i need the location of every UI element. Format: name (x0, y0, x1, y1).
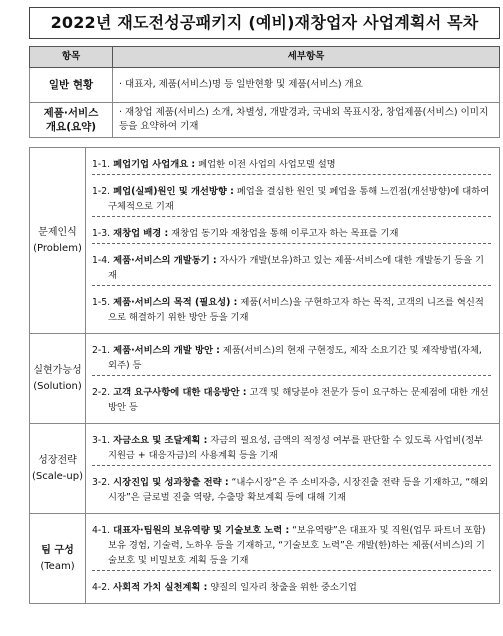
list-item: 4-1. 대표자·팀원의 보유역량 및 기술보호 노력 : “보유역량”은 대표자 및 직원(업무 파트너 포함) 보유 경험, 기술력, 노하우 등을 기재하고, “기술보호 노력”은 개발(한)하는 제품(서비스)의 기술보호 및 비밀보호 계획 등을 기재 (92, 520, 491, 571)
row-label-summary-line2: 개요(요약) (45, 121, 97, 133)
row-desc-general: · 대표자, 제품(서비스)명 등 일반현황 및 제품(서비스) 개요 (113, 68, 500, 103)
overview-table (29, 46, 500, 138)
header-item: 항목 (30, 47, 113, 68)
row-label-summary (30, 103, 113, 138)
section-name-line1: 문제인식 (38, 226, 77, 238)
row-label-summary-line1: 제품·서비스 (43, 107, 99, 119)
list-item: 1-5. 제품·서비스의 목적 (필요성) : 제품(서비스)을 구현하고자 하는 목적, 고객의 니즈를 혁신적으로 해결하기 위한 방안 등을 기재 (92, 297, 484, 323)
overview-row-general (30, 68, 500, 103)
section-solution (30, 334, 500, 424)
section-name-scaleup (30, 424, 86, 514)
section-name-team (30, 514, 86, 604)
section-name-line2: (Team) (40, 560, 75, 572)
section-items-problem (86, 148, 500, 334)
section-team (30, 514, 500, 604)
list-item: 3-1. 자금소요 및 조달계획 : 자금의 필요성, 금액의 적정성 여부를 판단할 수 있도록 사업비(정부지원금 + 대응자금)의 사용계획 등을 기재 (92, 430, 491, 466)
sections-table (29, 147, 500, 604)
list-item: 2-2. 고객 요구사항에 대한 대응방안 : 고객 및 해당분야 전문가 등이 요구하는 문제점에 대한 개선방안 등 (92, 387, 489, 413)
overview-header-row (30, 47, 500, 68)
list-item: 3-2. 시장진입 및 성과창출 전략 : “내수시장”은 주 소비자층, 시장진출 전략 등을 기재하고, “해외시장”은 글로벌 진출 역량, 수출망 확보계획 등에 대해 기재 (92, 477, 489, 503)
section-items-scaleup (86, 424, 500, 514)
header-detail: 세부항목 (113, 47, 500, 68)
section-name-line2: (Scale-up) (31, 470, 83, 482)
section-name-line1: 팀 구성 (41, 544, 74, 556)
section-items-team (86, 514, 500, 604)
row-label-general: 일반 현황 (30, 68, 113, 103)
list-item: 1-1. 폐업기업 사업개요 : 폐업한 이전 사업의 사업모델 설명 (92, 154, 491, 175)
section-items-solution (86, 334, 500, 424)
overview-row-summary (30, 103, 500, 138)
section-name-line1: 실현가능성 (33, 364, 82, 376)
list-item: 1-3. 재창업 배경 : 재창업 동기와 재창업을 통해 이루고자 하는 목표를 기재 (92, 223, 491, 244)
section-name-line2: (Solution) (33, 380, 82, 392)
section-problem (30, 148, 500, 334)
section-name-solution (30, 334, 86, 424)
list-item: 1-2. 폐업(실패)원인 및 개선방향 : 폐업을 결심한 원인 및 폐업을 통해 느낀점(개선방향)에 대하여 구체적으로 기재 (92, 181, 491, 217)
document-title: 2022년 재도전성공패키지 (예비)재창업자 사업계획서 목차 (29, 7, 500, 39)
list-item: 1-4. 제품·서비스의 개발동기 : 자사가 개발(보유)하고 있는 제품·서비스에 대한 개발동기 등을 기재 (92, 250, 491, 286)
row-desc-summary: · 재창업 제품(서비스) 소개, 차별성, 개발경과, 국내외 목표시장, 창업제품(서비스) 이미지 등을 요약하여 기재 (113, 103, 500, 138)
section-name-line2: (Problem) (33, 242, 82, 254)
list-item: 4-2. 사회적 가치 실천계획 : 양질의 일자리 창출을 위한 중소기업 (92, 582, 357, 593)
section-name-line1: 성장전략 (38, 454, 77, 466)
section-scaleup (30, 424, 500, 514)
list-item: 2-1. 제품·서비스의 개발 방안 : 제품(서비스)의 현재 구현정도, 제작 소요기간 및 제작방법(자체, 외주) 등 (92, 340, 491, 376)
section-name-problem (30, 148, 86, 334)
